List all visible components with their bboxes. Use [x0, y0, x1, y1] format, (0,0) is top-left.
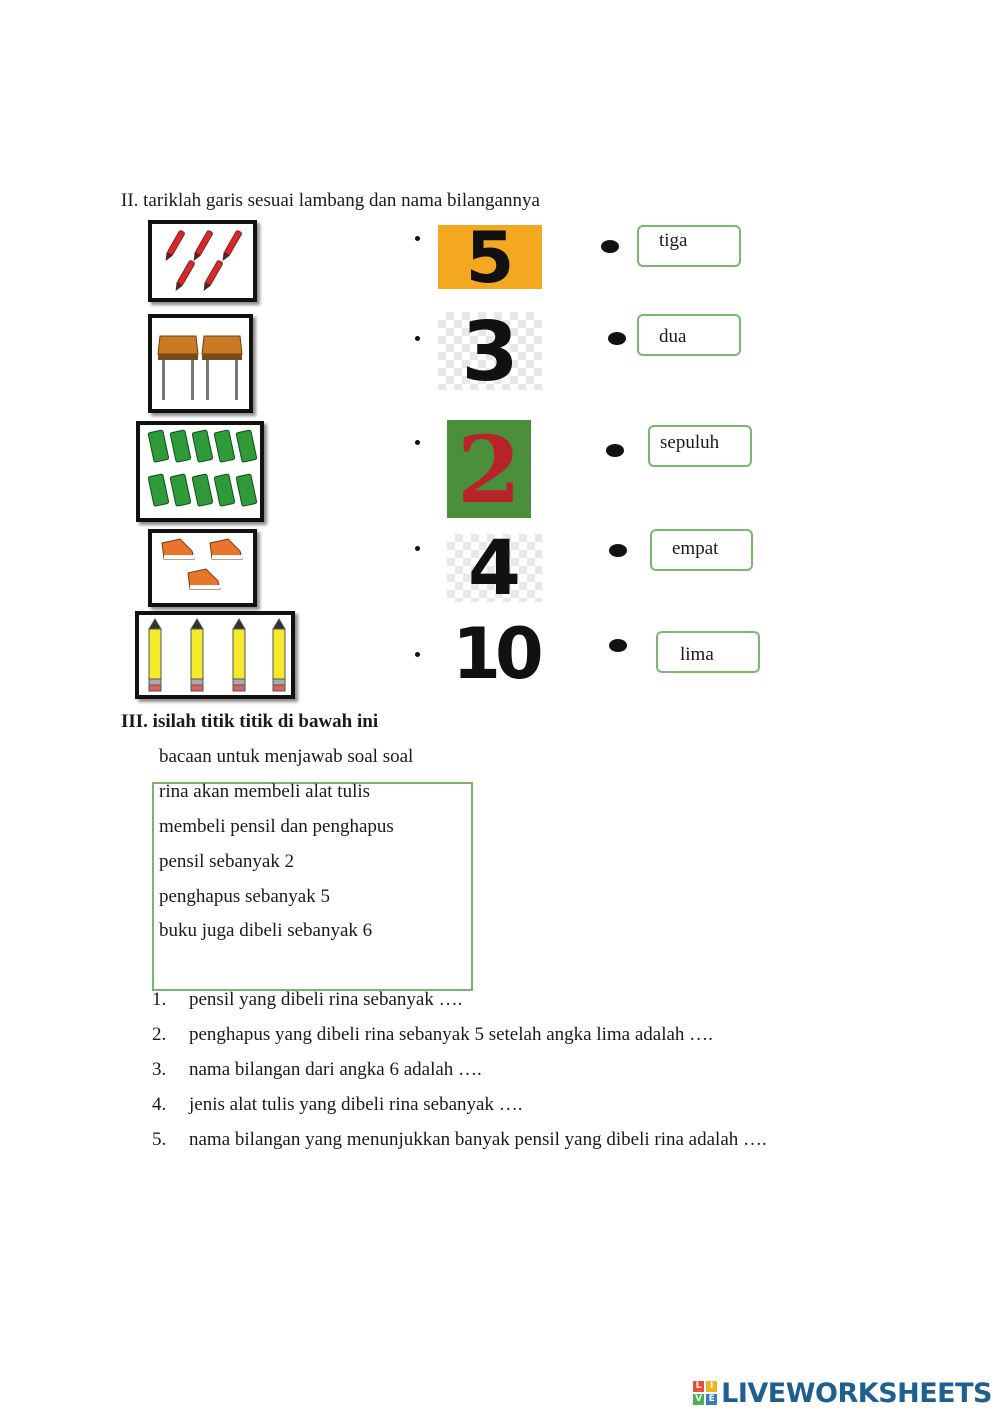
connector-dot[interactable]	[601, 240, 619, 253]
reading-line: penghapus sebanyak 5	[159, 886, 330, 907]
question-text: penghapus yang dibeli rina sebanyak 5 setelah angka lima adalah ….	[189, 1024, 713, 1045]
number-tile-label: 10	[452, 621, 538, 691]
logo-mark-icon: L I V E	[693, 1381, 717, 1405]
picture-pens	[148, 220, 257, 302]
desk-icon	[152, 318, 249, 409]
name-box-lima[interactable]: lima	[656, 631, 760, 673]
reading-intro: bacaan untuk menjawab soal soal	[159, 746, 414, 767]
connector-dot[interactable]	[608, 332, 626, 345]
name-box-dua[interactable]: dua	[637, 314, 741, 356]
name-box-sepuluh[interactable]: sepuluh	[648, 425, 752, 467]
number-tile-label: 3	[461, 312, 519, 390]
picture-books	[136, 421, 264, 522]
reading-line: buku juga dibeli sebanyak 6	[159, 920, 373, 941]
logo-text: LIVEWORKSHEETS	[721, 1377, 992, 1409]
name-box-empat[interactable]: empat	[650, 529, 753, 571]
connector-dot[interactable]	[415, 440, 420, 445]
picture-desks	[148, 314, 253, 413]
number-tile-label: 5	[465, 225, 515, 289]
book-icon	[140, 425, 260, 518]
connector-dot[interactable]	[609, 544, 627, 557]
question-number: 3.	[152, 1059, 167, 1080]
question-number: 2.	[152, 1024, 167, 1045]
reading-line: rina akan membeli alat tulis	[159, 781, 371, 802]
connector-dot[interactable]	[415, 652, 420, 657]
connector-dot[interactable]	[609, 639, 627, 652]
shoe-icon	[152, 533, 253, 603]
connector-dot[interactable]	[415, 236, 420, 241]
picture-shoes	[148, 529, 257, 607]
number-tile-label: 2	[456, 420, 521, 518]
section-3-heading: III. isilah titik titik di bawah ini	[121, 711, 379, 732]
pen-icon	[152, 224, 253, 298]
question-number: 5.	[152, 1129, 167, 1150]
question-text: pensil yang dibeli rina sebanyak ….	[189, 989, 463, 1010]
number-tile-10	[448, 621, 542, 691]
number-tile-5	[438, 225, 542, 289]
question-text: nama bilangan dari angka 6 adalah ….	[189, 1059, 482, 1080]
number-tile-label: 4	[468, 534, 521, 602]
question-text: jenis alat tulis yang dibeli rina sebanyak ….	[189, 1094, 523, 1115]
section-2-heading: II. tariklah garis sesuai lambang dan nama bilangannya	[121, 190, 540, 211]
liveworksheets-logo	[693, 1377, 992, 1409]
question-number: 1.	[152, 989, 167, 1010]
connector-dot[interactable]	[415, 336, 420, 341]
name-box-tiga[interactable]: tiga	[637, 225, 741, 267]
number-tile-3	[438, 312, 542, 390]
number-tile-2	[447, 420, 531, 518]
reading-line: pensil sebanyak 2	[159, 851, 295, 872]
question-number: 4.	[152, 1094, 167, 1115]
number-tile-4	[447, 534, 542, 602]
question-text: nama bilangan yang menunjukkan banyak pensil yang dibeli rina adalah ….	[189, 1129, 767, 1150]
pencil-icon	[139, 615, 291, 695]
connector-dot[interactable]	[415, 546, 420, 551]
connector-dot[interactable]	[606, 444, 624, 457]
picture-pencils	[135, 611, 295, 699]
reading-line: membeli pensil dan penghapus	[159, 816, 394, 837]
